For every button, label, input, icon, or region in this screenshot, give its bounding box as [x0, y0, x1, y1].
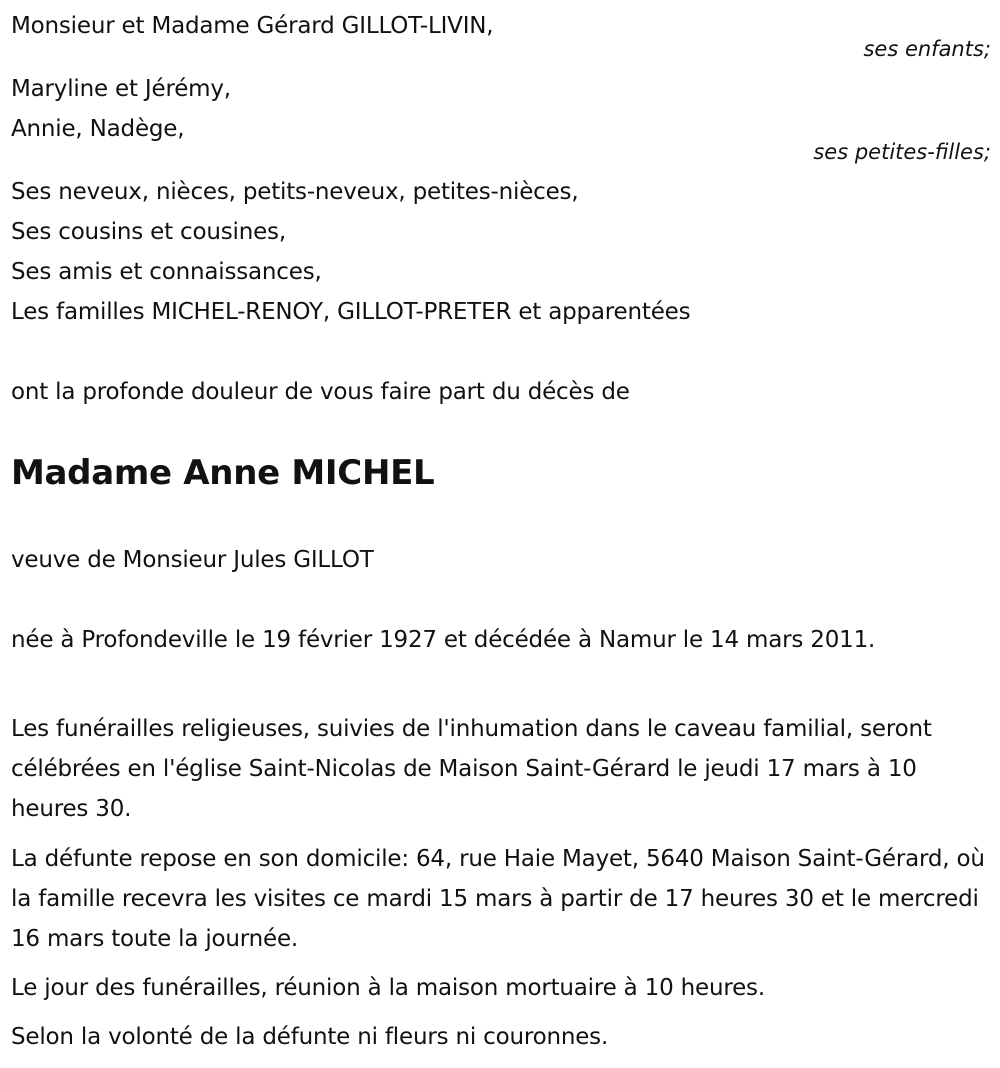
- family-line-grandchildren-2: Annie, Nadège,: [11, 116, 185, 142]
- deceased-name: Madame Anne MICHEL: [11, 453, 435, 493]
- widow-of-text: veuve de Monsieur Jules GILLOT: [11, 547, 374, 573]
- visitation-paragraph: La défunte repose en son domicile: 64, rue Haie Mayet, 5640 Maison Saint-Gérard, où la famille recevra les visites ce mardi 15 mars à partir de 17 heures 30 et le mercredi 16 mars toute la journée.: [11, 846, 985, 952]
- family-line-friends: Ses amis et connaissances,: [11, 259, 322, 285]
- family-line-cousins: Ses cousins et cousines,: [11, 219, 286, 245]
- no-flowers-paragraph: Selon la volonté de la défunte ni fleurs ni couronnes.: [11, 1024, 609, 1050]
- funeral-ceremony-paragraph: Les funérailles religieuses, suivies de l'inhumation dans le caveau familial, seront célébrées en l'église Saint-Nicolas de Maison Saint-Gérard le jeudi 17 mars à 10 heures 30.: [11, 716, 932, 822]
- family-line-grandchildren-1: Maryline et Jérémy,: [11, 76, 231, 102]
- announcement-text: ont la profonde douleur de vous faire part du décès de: [11, 379, 630, 405]
- family-line-nephews: Ses neveux, nièces, petits-neveux, petites-nièces,: [11, 179, 579, 205]
- gathering-paragraph: Le jour des funérailles, réunion à la maison mortuaire à 10 heures.: [11, 975, 765, 1001]
- family-line-parents: Monsieur et Madame Gérard GILLOT-LIVIN,: [11, 13, 494, 39]
- birth-death-paragraph: née à Profondeville le 19 février 1927 et décédée à Namur le 14 mars 2011.: [11, 627, 876, 653]
- family-line-families: Les familles MICHEL-RENOY, GILLOT-PRETER et apparentées: [11, 299, 691, 325]
- relation-children: ses enfants;: [863, 37, 991, 61]
- relation-granddaughters: ses petites-filles;: [813, 140, 991, 164]
